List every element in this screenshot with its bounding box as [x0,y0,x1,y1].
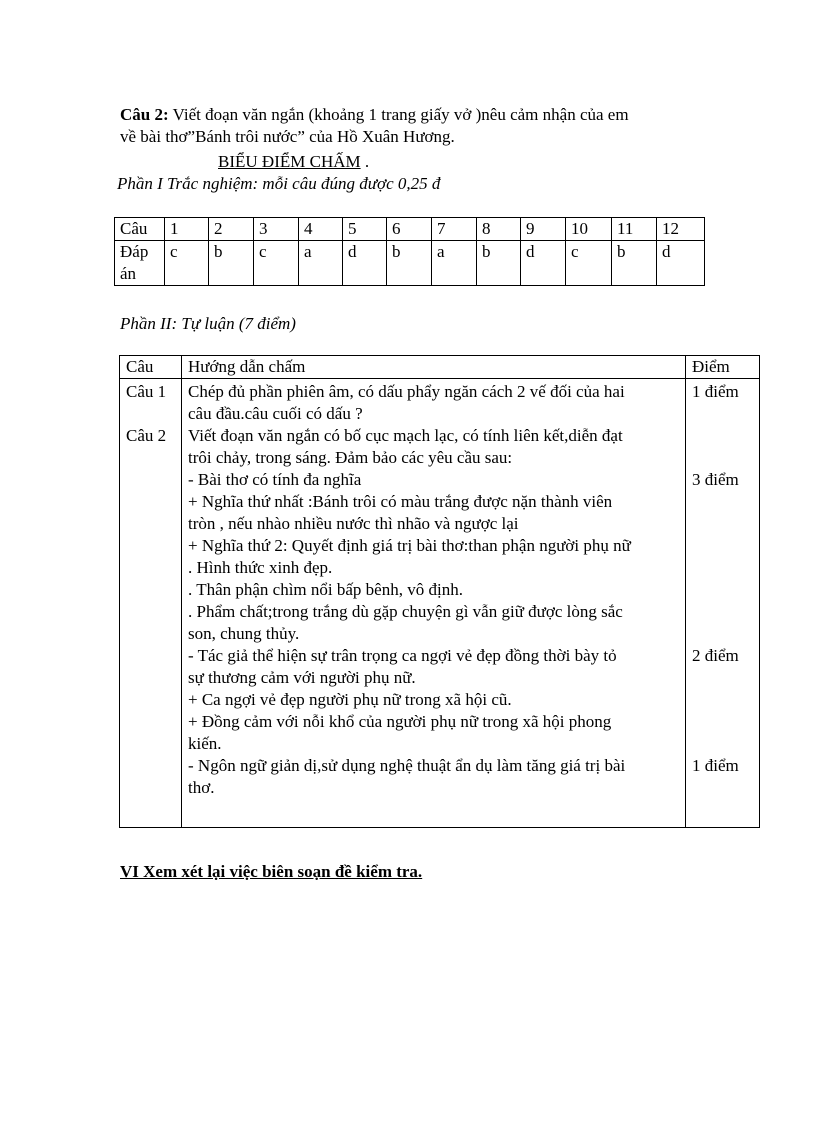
column-header-cau: Câu [120,356,182,379]
number-cell: 5 [343,218,387,241]
number-cell: 6 [387,218,432,241]
number-cell: 9 [521,218,566,241]
number-cell: 12 [657,218,705,241]
guide-line: - Tác giả thể hiện sự trân trọng ca ngợi vẻ đẹp đồng thời bày tỏ [188,646,617,665]
number-cell: 1 [165,218,209,241]
guide-line: câu đầu.câu cuối có dấu ? [188,404,363,423]
guide-line: . Hình thức xinh đẹp. [188,558,333,577]
answer-cell: c [165,241,209,286]
question-2-line-2: về bài thơ”Bánh trôi nước” của Hồ Xuân Hương. [120,127,455,146]
grading-title [218,151,369,173]
answer-cell: d [343,241,387,286]
score-value: 1 điểm [692,756,739,775]
answer-cell: a [299,241,343,286]
guide-line: - Bài thơ có tính đa nghĩa [188,470,362,489]
guide-line: . Thân phận chìm nổi bấp bênh, vô định. [188,580,463,599]
guide-line: Chép đủ phần phiên âm, có dấu phẩy ngăn cách 2 vế đối của hai [188,382,625,401]
guide-line: Viết đoạn văn ngắn có bố cục mạch lạc, có tính liên kết,diễn đạt [188,426,623,445]
answer-cell: b [387,241,432,286]
guide-line: sự thương cảm với người phụ nữ. [188,668,416,687]
answer-cell: d [521,241,566,286]
question-labels-cell [120,379,182,828]
number-cell: 11 [612,218,657,241]
scores-cell [686,379,760,828]
table-header-row [120,356,760,379]
essay-grading-table [119,355,760,828]
part-1-heading: Phần I Trắc nghiệm: mỗi câu đúng được 0,25 đ [117,174,441,193]
score-value: 1 điểm [692,382,739,401]
answer-cell: b [209,241,254,286]
header-cell-dap-an: Đáp án [115,241,165,286]
answer-cell: a [432,241,477,286]
guide-line: kiến. [188,734,222,753]
score-value: 2 điểm [692,646,739,665]
guide-line: + Nghĩa thứ 2: Quyết định giá trị bài thơ:than phận người phụ nữ [188,536,631,555]
table-row-numbers [115,218,705,241]
answer-cell: b [477,241,521,286]
multiple-choice-table [114,217,705,286]
number-cell: 2 [209,218,254,241]
guide-line: tròn , nếu nhào nhiều nước thì nhão và ngược lại [188,514,519,533]
header-cell-cau: Câu [115,218,165,241]
question-2-line-1: Viết đoạn văn ngắn (khoảng 1 trang giấy vở )nêu cảm nhận của em [172,105,629,124]
table-row [120,379,760,828]
guide-line: trôi chảy, trong sáng. Đảm bảo các yêu cầu sau: [188,448,513,467]
guide-line: + Ca ngợi vẻ đẹp người phụ nữ trong xã hội cũ. [188,690,512,709]
grading-title-text: BIỂU ĐIỂM CHẤM [218,152,361,171]
guide-line: thơ. [188,778,215,797]
guide-line: + Đồng cảm với nỗi khổ của người phụ nữ trong xã hội phong [188,712,612,731]
guide-line: + Nghĩa thứ nhất :Bánh trôi có màu trắng được nặn thành viên [188,492,613,511]
question-2 [120,104,700,148]
answer-cell: d [657,241,705,286]
score-value: 3 điểm [692,470,739,489]
number-cell: 7 [432,218,477,241]
answer-cell: c [566,241,612,286]
number-cell: 8 [477,218,521,241]
guide-line: son, chung thủy. [188,624,300,643]
guide-line: - Ngôn ngữ giản dị,sử dụng nghệ thuật ẩn dụ làm tăng giá trị bài [188,756,626,775]
number-cell: 3 [254,218,299,241]
answer-cell: c [254,241,299,286]
part-2-heading: Phần II: Tự luận (7 điểm) [120,314,296,333]
cau-1-label: Câu 1 [126,382,167,401]
column-header-guide: Hướng dẫn chấm [182,356,686,379]
table-row-answers [115,241,705,286]
question-2-label: Câu 2: [120,105,169,124]
answer-cell: b [612,241,657,286]
grading-title-suffix: . [360,152,370,171]
section-6-heading: VI Xem xét lại việc biên soạn đề kiểm tra. [120,862,423,881]
guide-line: . Phẩm chất;trong trắng dù gặp chuyện gì vẫn giữ được lòng sắc [188,602,623,621]
number-cell: 10 [566,218,612,241]
guide-content-cell [182,379,686,828]
number-cell: 4 [299,218,343,241]
cau-2-label: Câu 2 [126,426,167,445]
column-header-score: Điểm [686,356,760,379]
